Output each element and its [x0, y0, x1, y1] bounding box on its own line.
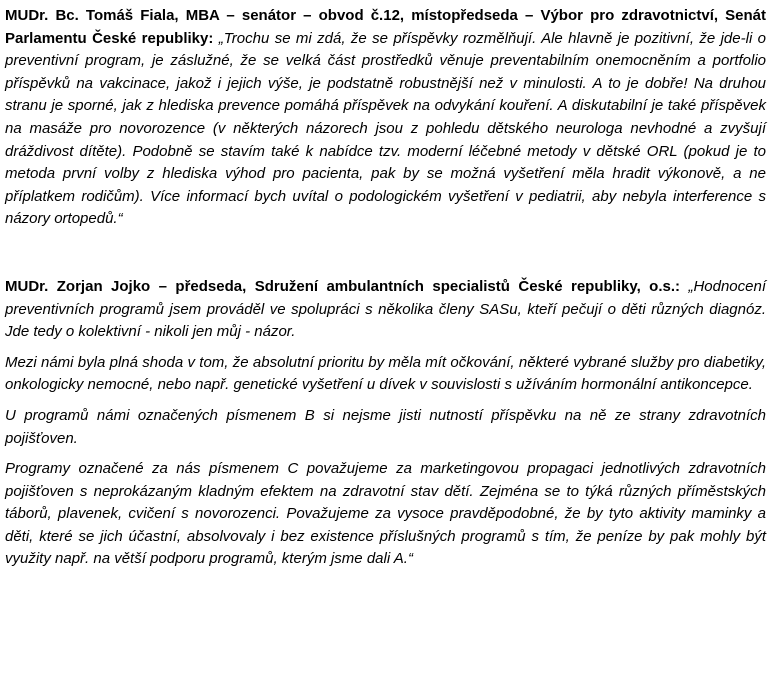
quote-paragraph: Programy označené za nás písmenem C považujeme za marketingovou propagaci jednotlivých zdravotních pojišťoven s neprokázaným kladným efektem na zdravotní stav dětí. Zejména se to týká různých příměstských táborů, plavenek, cvičení s novorozenci. Považujeme za vysoce pravděpodobné, že by tyto aktivity maminky a děti, které se jich účastní, absolvovaly i bez existence příslušných programů s tím, že peníze by pak mohly být využity např. na větší podporu programů, kterým jsme dali A.“	[5, 460, 766, 568]
quote-paragraph: Mezi námi byla plná shoda v tom, že absolutní prioritu by měla mít očkování, některé vybrané služby pro diabetiky, onkologicky nemocné, nebo např. genetické vyšetření u dívek v souvislosti s užíváním hormonální antikoncepce.	[5, 353, 766, 394]
statement-paragraph	[5, 276, 766, 344]
speaker-name: MUDr. Zorjan Jojko – předseda, Sdružení ambulantních specialistů České republiky, o.s.:	[5, 277, 681, 295]
quote-text: „Hodnocení preventivních programů jsem prováděl ve spolupráci s několika členy SASu, kteří pečují o děti různých diagnóz. Jde tedy o kolektivní - nikoli jen můj - názor.	[5, 277, 767, 341]
speaker-name: MUDr. Bc. Tomáš Fiala, MBA – senátor – obvod č.12, místopředseda – Výbor pro zdravotnictví, Senát Parlamentu České republiky:	[5, 7, 766, 47]
statement-fiala	[5, 5, 766, 231]
statement-paragraph	[5, 5, 766, 231]
statement-jojko	[5, 276, 766, 571]
quote-paragraph: U programů námi označených písmenem B si nejsme jisti nutností příspěvku na ně ze strany zdravotních pojišťoven.	[5, 406, 766, 447]
quote-text: „Trochu se mi zdá, že se příspěvky rozmělňují. Ale hlavně je pozitivní, že jde-li o preventivní program, je záslužné, že se velká část prostředků věnuje preventabilním onemocněním a portfolio příspěvků na vakcinace, jakož i jejich výše, je podstatně robustnější než v minulosti. A to je dobře! Na druhou stranu je sporné, jak z hlediska prevence pomáhá příspěvek na odvykání kouření. A diskutabilní je také příspěvek na masáže pro novorozence (v některých názorech jsou z pohledu dětského neurologa nevhodné a zvyšují dráždivost dítěte). Podobně se stavím také k nabídce tzv. moderní léčebné metody v dětské ORL (pokud je to metoda první volby z hlediska výhod pro pacienta, pak by se možná vyšetření měla hradit výkonově, a ne příplatkem rodičům). Více informací bych uvítal o podologickém vyšetření v pediatrii, aby nebyla interference s názory ortopedů.“	[5, 29, 766, 228]
